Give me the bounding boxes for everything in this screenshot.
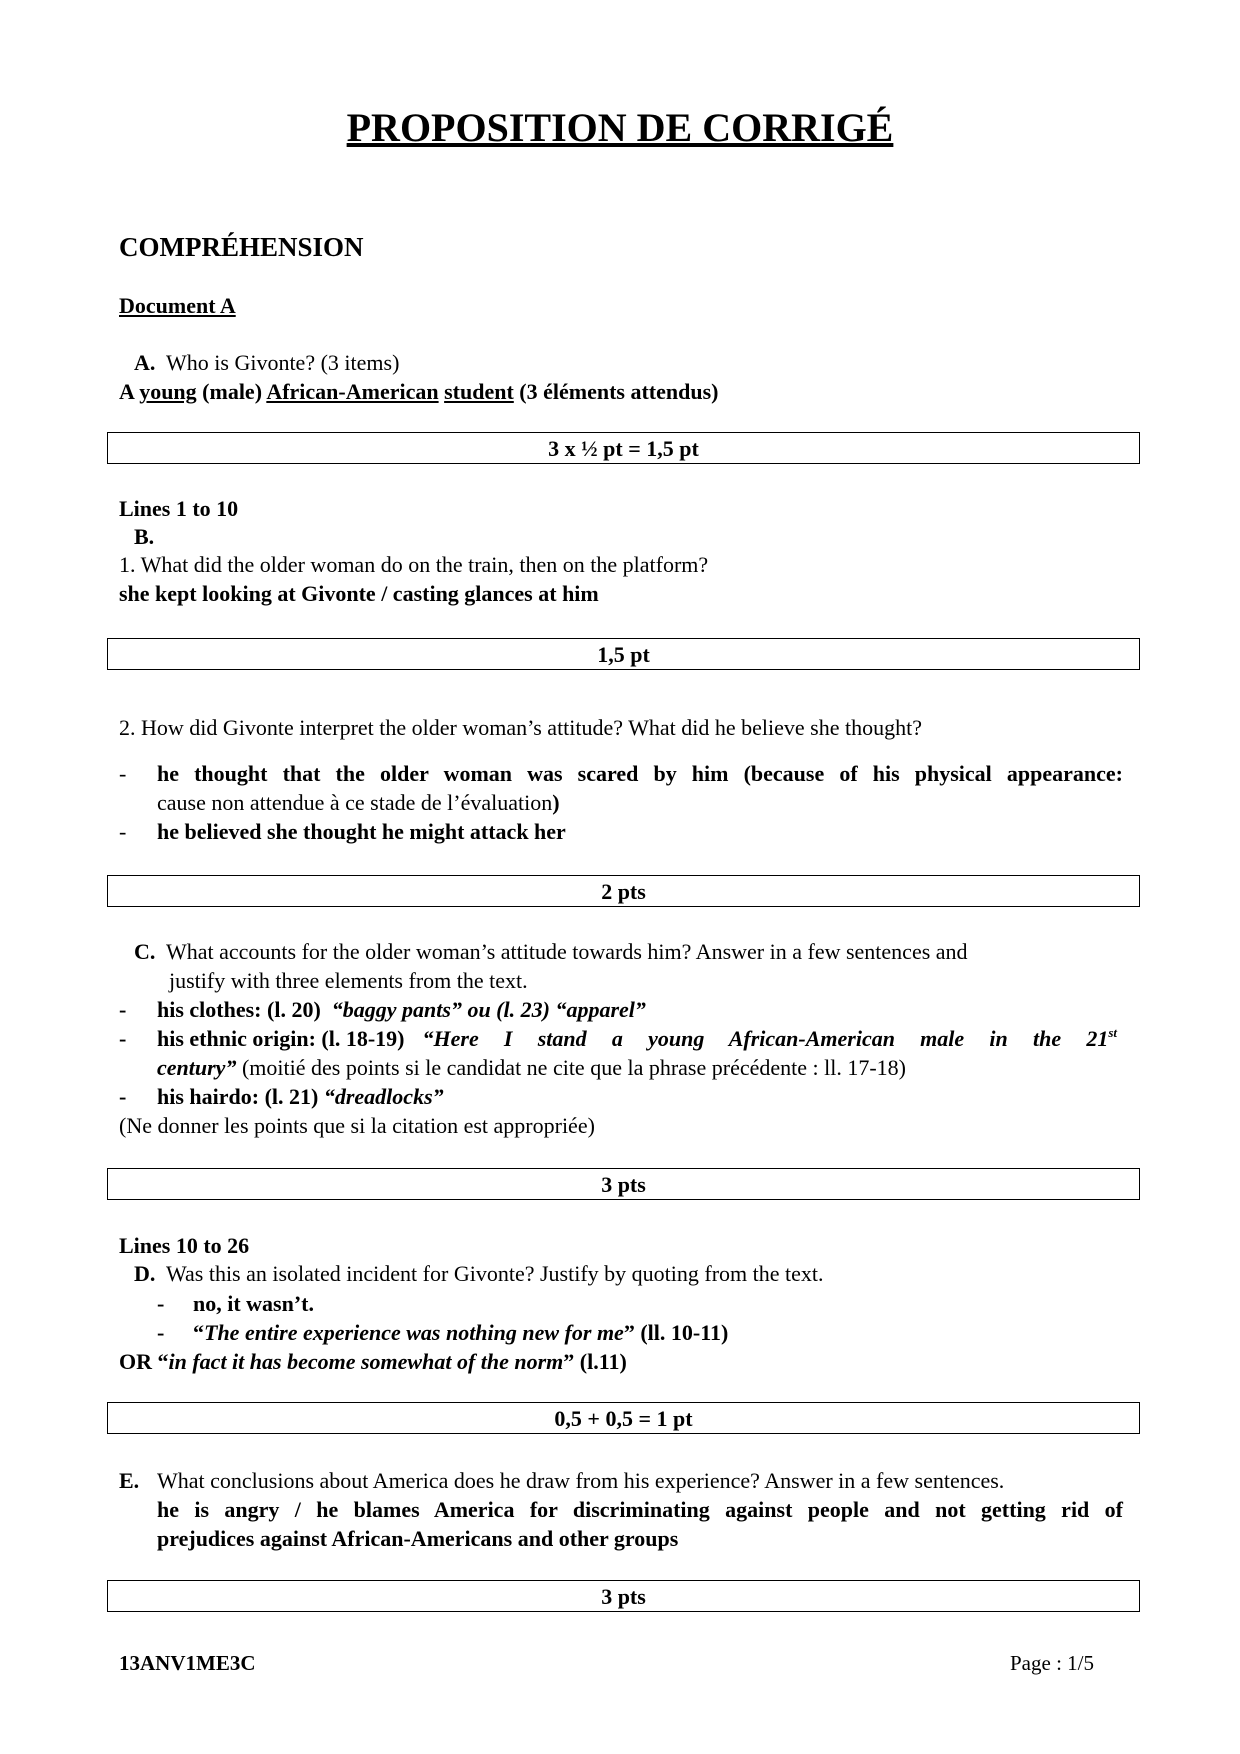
question-c-text-1: What accounts for the older woman’s attitude towards him? Answer in a few sentences and — [166, 939, 968, 964]
answer-c-item2-quote — [423, 1025, 1109, 1054]
page-title: PROPOSITION DE CORRIGÉ — [346, 105, 894, 150]
question-b-label: B. — [134, 524, 155, 549]
answer-c-item2-quote-text: “Here I stand a young African-American male in the 21 — [422, 1026, 1109, 1051]
answer-d2 — [193, 1319, 728, 1348]
answer-a-part: (male) — [196, 379, 267, 404]
answer-a-african-american: African-American — [266, 379, 439, 404]
answer-c-item2 — [157, 1025, 1117, 1054]
answer-c-item2-line2 — [157, 1054, 906, 1083]
points-box-d: 0,5 + 0,5 = 1 pt — [107, 1402, 1140, 1434]
answer-b2-close: ) — [552, 790, 560, 815]
points-box-c: 3 pts — [107, 1168, 1140, 1200]
answer-b2-line2 — [157, 789, 560, 818]
question-e-text: What conclusions about America does he draw from his experience? Answer in a few sentences. — [157, 1468, 1005, 1493]
lines-heading-2: Lines 10 to 26 — [119, 1233, 250, 1258]
question-b1-text: 1. What did the older woman do on the train, then on the platform? — [119, 552, 709, 577]
answer-b1: she kept looking at Givonte / casting glances at him — [119, 581, 599, 606]
answer-e-line2: prejudices against African-Americans and other groups — [157, 1526, 679, 1551]
answer-c-item3-quote: “dreadlocks” — [323, 1084, 444, 1109]
points-box-b2: 2 pts — [107, 875, 1140, 907]
answer-c-item2-century: century” — [157, 1055, 237, 1080]
footer-code: 13ANV1ME3C — [119, 1651, 256, 1675]
answer-c-item2-note: (moitié des points si le candidat ne cite que la phrase précédente : ll. 17-18) — [236, 1055, 907, 1080]
answer-c-item3 — [157, 1083, 444, 1112]
points-box-a: 3 x ½ pt = 1,5 pt — [107, 432, 1140, 464]
answer-c-item1-quote: “baggy pants” ou (l. 23) “apparel” — [331, 997, 646, 1022]
question-c — [134, 938, 968, 967]
question-e-label: E. — [119, 1468, 140, 1493]
points-box-b1: 1,5 pt — [107, 638, 1140, 670]
answer-d-or-quote: in fact it has become somewhat of the norm — [168, 1349, 564, 1374]
bullet-dash: - — [157, 1320, 165, 1345]
answer-b2-line1: he thought that the older woman was scared by him (because of his physical appearance: — [157, 761, 1123, 786]
section-heading: COMPRÉHENSION — [119, 232, 364, 262]
answer-c-item2-sup: st — [1108, 1025, 1117, 1040]
answer-d2-open: “ — [193, 1320, 204, 1345]
question-d — [134, 1260, 824, 1289]
question-a — [134, 349, 399, 378]
answer-c-item2-label: his ethnic origin: (l. 18-19) — [157, 1026, 405, 1051]
lines-heading-1: Lines 1 to 10 — [119, 496, 239, 521]
answer-d1: no, it wasn’t. — [193, 1291, 315, 1316]
bullet-dash: - — [119, 1026, 127, 1051]
answer-c-note: (Ne donner les points que si la citation est appropriée) — [119, 1113, 595, 1138]
answer-d-or — [119, 1348, 627, 1377]
footer-page-number: Page : 1/5 — [1010, 1651, 1094, 1675]
question-a-label: A. — [134, 350, 156, 375]
question-a-text: Who is Givonte? (3 items) — [166, 350, 400, 375]
answer-a-young: young — [139, 379, 197, 404]
answer-b2-note: cause non attendue à ce stade de l’évaluation — [157, 790, 553, 815]
question-b2-text: 2. How did Givonte interpret the older woman’s attitude? What did he believe she thought? — [119, 715, 922, 740]
bullet-dash: - — [119, 819, 127, 844]
answer-b2-b: he believed she thought he might attack her — [157, 819, 566, 844]
answer-a — [119, 378, 719, 407]
question-d-label: D. — [134, 1261, 156, 1286]
question-c-label: C. — [134, 939, 156, 964]
answer-d2-quote: The entire experience was nothing new for me — [204, 1320, 624, 1345]
answer-d-or-open: OR “ — [119, 1349, 169, 1374]
bullet-dash: - — [119, 997, 127, 1022]
bullet-dash: - — [157, 1291, 165, 1316]
answer-c-item3-label: his hairdo: (l. 21) — [157, 1084, 319, 1109]
document-heading: Document A — [119, 293, 236, 318]
answer-c-item1 — [157, 996, 646, 1025]
bullet-dash: - — [119, 761, 127, 786]
bullet-dash: - — [119, 1084, 127, 1109]
answer-e-line1: he is angry / he blames America for discriminating against people and not getting rid of — [157, 1497, 1123, 1522]
question-d-text: Was this an isolated incident for Givonte? Justify by quoting from the text. — [166, 1261, 824, 1286]
points-box-e: 3 pts — [107, 1580, 1140, 1612]
answer-a-student: student — [444, 379, 514, 404]
answer-a-part: A — [119, 379, 140, 404]
answer-d2-ref: ” (ll. 10-11) — [623, 1320, 729, 1345]
answer-d-or-ref: ” (l.11) — [563, 1349, 627, 1374]
answer-c-item1-label: his clothes: (l. 20) — [157, 997, 321, 1022]
answer-a-part: (3 éléments attendus) — [513, 379, 719, 404]
question-c-text-2: justify with three elements from the text. — [169, 968, 528, 993]
